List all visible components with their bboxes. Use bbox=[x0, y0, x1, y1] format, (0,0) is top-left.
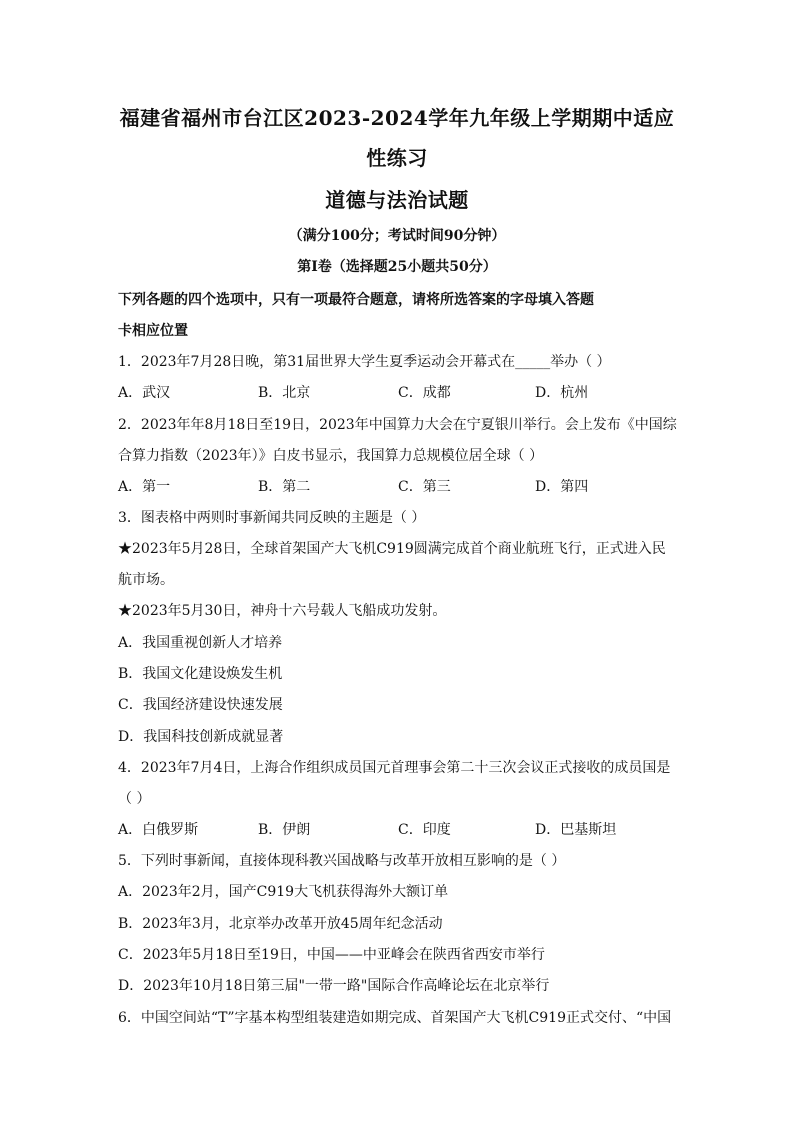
instructions-line1: 下列各题的四个选项中，只有一项最符合题意，请将所选答案的字母填入答题 bbox=[118, 292, 594, 308]
question-5-option-c: C．2023年5月18日至19日，中国——中亚峰会在陕西省西安市举行 bbox=[118, 947, 545, 963]
question-4-option-c: C．印度 bbox=[398, 822, 451, 838]
question-1-option-a: A．武汉 bbox=[118, 385, 171, 401]
question-2-option-c: C．第三 bbox=[398, 479, 451, 495]
question-1-option-c: C．成都 bbox=[398, 385, 451, 401]
question-6-stem-line1: 6．中国空间站“T”字基本构型组装建造如期完成、首架国产大飞机C919正式交付、“中国 bbox=[118, 1010, 672, 1026]
section-heading: 第Ⅰ卷（选择题25小题共50分） bbox=[297, 259, 497, 275]
question-2-option-a: A．第一 bbox=[118, 479, 171, 495]
question-3-news-1-line2: 航市场。 bbox=[118, 572, 174, 588]
question-5-option-a: A．2023年2月，国产C919大飞机获得海外大额订单 bbox=[118, 884, 449, 900]
question-4-option-d: D．巴基斯坦 bbox=[535, 822, 617, 838]
question-5-stem: 5．下列时事新闻，直接体现科教兴国战略与改革开放相互影响的是（ ） bbox=[118, 853, 566, 869]
exam-title-line2: 性练习 bbox=[366, 146, 428, 170]
question-5-option-b: B．2023年3月，北京举办改革开放45周年纪念活动 bbox=[118, 916, 443, 932]
question-3-stem: 3．图表格中两则时事新闻共同反映的主题是（ ） bbox=[118, 510, 426, 526]
question-1-option-b: B．北京 bbox=[258, 385, 311, 401]
question-2-stem-line1: 2．2023年年8月18日至19日，2023年中国算力大会在宁夏银川举行。会上发布《中国综 bbox=[118, 417, 677, 433]
question-4-stem-line2: （ ） bbox=[118, 791, 151, 807]
question-3-option-b: B．我国文化建设焕发生机 bbox=[118, 666, 283, 682]
question-2-option-b: B．第二 bbox=[258, 479, 311, 495]
question-2-option-d: D．第四 bbox=[535, 479, 589, 495]
question-4-stem-line1: 4．2023年7月4日，上海合作组织成员国元首理事会第二十三次会议正式接收的成员国是 bbox=[118, 760, 671, 776]
question-5-option-d: D．2023年10月18日第三届"一带一路"国际合作高峰论坛在北京举行 bbox=[118, 978, 550, 994]
question-3-news-1-line1: ★2023年5月28日，全球首架国产大飞机C919圆满完成首个商业航班飞行，正式进入民 bbox=[118, 541, 666, 557]
question-1-stem: 1．2023年7月28日晚，第31届世界大学生夏季运动会开幕式在_____举办（ ） bbox=[118, 354, 611, 370]
question-4-option-a: A．白俄罗斯 bbox=[118, 822, 199, 838]
score-time-note: （满分100分；考试时间90分钟） bbox=[288, 228, 506, 244]
question-2-stem-line2: 合算力指数（2023年）》白皮书显示，我国算力总规模位居全球（ ） bbox=[118, 448, 544, 464]
subject-title: 道德与法治试题 bbox=[325, 188, 469, 212]
exam-title-line1: 福建省福州市台江区2023-2024学年九年级上学期期中适应 bbox=[119, 106, 675, 130]
question-3-option-d: D．我国科技创新成就显著 bbox=[118, 729, 284, 745]
question-1-option-d: D．杭州 bbox=[535, 385, 589, 401]
instructions-line2: 卡相应位置 bbox=[118, 323, 188, 339]
question-3-option-c: C．我国经济建设快速发展 bbox=[118, 697, 283, 713]
question-4-option-b: B．伊朗 bbox=[258, 822, 311, 838]
question-3-news-2: ★2023年5月30日，神舟十六号载人飞船成功发射。 bbox=[118, 603, 447, 619]
question-3-option-a: A．我国重视创新人才培养 bbox=[118, 635, 283, 651]
